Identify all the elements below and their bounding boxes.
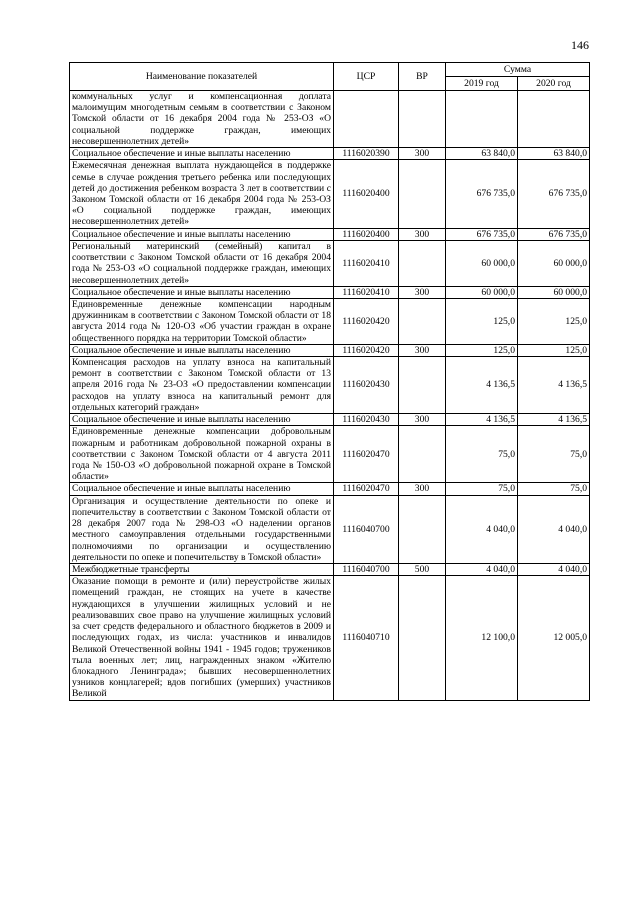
table-row — [70, 576, 590, 700]
row-vr — [399, 91, 446, 148]
row-amount-2020: 60 000,0 — [518, 240, 590, 286]
table-row — [70, 240, 590, 286]
row-amount-2020: 4 136,5 — [518, 414, 590, 426]
row-amount-2020: 676 735,0 — [518, 160, 590, 228]
row-name: Социальное обеспечение и иные выплаты населению — [70, 483, 334, 495]
row-amount-2019: 676 735,0 — [446, 228, 518, 240]
page-number: 146 — [571, 38, 589, 52]
row-vr — [399, 426, 446, 483]
row-vr: 500 — [399, 563, 446, 575]
row-amount-2020: 125,0 — [518, 298, 590, 344]
row-amount-2020: 63 840,0 — [518, 148, 590, 160]
row-csr: 1116020420 — [334, 298, 399, 344]
header-year-2020: 2020 год — [518, 77, 590, 91]
row-vr: 300 — [399, 483, 446, 495]
row-csr: 1116020410 — [334, 240, 399, 286]
row-amount-2020: 75,0 — [518, 426, 590, 483]
row-csr: 1116020430 — [334, 357, 399, 414]
row-vr — [399, 576, 446, 700]
row-name: Социальное обеспечение и иные выплаты населению — [70, 148, 334, 160]
row-csr: 1116020390 — [334, 148, 399, 160]
row-name: Социальное обеспечение и иные выплаты населению — [70, 344, 334, 356]
row-csr: 1116020470 — [334, 426, 399, 483]
row-amount-2019: 4 136,5 — [446, 357, 518, 414]
row-amount-2019: 4 136,5 — [446, 414, 518, 426]
row-name: Единовременные денежные компенсации народным дружинникам в соответствии с Законом Томской области от 18 августа 2014 года № 120-ОЗ «Об участии граждан в охране общественного порядка на территории Томской области» — [70, 298, 334, 344]
row-csr: 1116020410 — [334, 286, 399, 298]
row-amount-2020: 60 000,0 — [518, 286, 590, 298]
table-row — [70, 344, 590, 356]
row-name: Межбюджетные трансферты — [70, 563, 334, 575]
row-vr — [399, 495, 446, 563]
row-vr: 300 — [399, 148, 446, 160]
row-amount-2020: 125,0 — [518, 344, 590, 356]
row-vr: 300 — [399, 344, 446, 356]
row-name: коммунальных услуг и компенсационная доплата малоимущим многодетным семьям в соответствии с Законом Томской области от 16 декабря 2004 года № 253-ОЗ «О социальной поддержке граждан, имеющих несовершеннолетних детей» — [70, 91, 334, 148]
row-amount-2020 — [518, 91, 590, 148]
row-csr: 1116040700 — [334, 495, 399, 563]
row-amount-2019: 60 000,0 — [446, 240, 518, 286]
row-name: Компенсация расходов на уплату взноса на капитальный ремонт в соответствии с Законом Томской области от 13 апреля 2016 года № 23-ОЗ «О предоставлении компенсации расходов на уплату взноса на капитальный ремонт для отдельных категорий граждан» — [70, 357, 334, 414]
row-vr: 300 — [399, 228, 446, 240]
row-name: Оказание помощи в ремонте и (или) переустройстве жилых помещений граждан, не стоящих на учете в качестве нуждающихся в улучшении жилищных условий и не реализовавших свое право на улучшение жилищных условий за счет средств федерального и областного бюджетов в 2009 и последующих годах, из числа: участников и инвалидов Великой Отечественной войны 1941 - 1945 годов; тружеников тыла военных лет; лиц, награжденных знаком «Жителю блокадного Ленинграда»; бывших несовершеннолетних узников концлагерей; вдов погибших (умерших) участников Великой — [70, 576, 334, 700]
row-vr — [399, 357, 446, 414]
row-amount-2019: 676 735,0 — [446, 160, 518, 228]
table-row — [70, 414, 590, 426]
table-row — [70, 483, 590, 495]
table-row — [70, 91, 590, 148]
table-row — [70, 426, 590, 483]
header-csr: ЦСР — [334, 63, 399, 91]
row-amount-2020: 4 040,0 — [518, 495, 590, 563]
row-name: Региональный материнский (семейный) капитал в соответствии с Законом Томской области от 16 декабря 2004 года № 253-ОЗ «О социальной поддержке граждан, имеющих несовершеннолетних детей» — [70, 240, 334, 286]
row-vr: 300 — [399, 286, 446, 298]
header-name: Наименование показателей — [70, 63, 334, 91]
row-name: Социальное обеспечение и иные выплаты населению — [70, 228, 334, 240]
row-amount-2020: 12 005,0 — [518, 576, 590, 700]
row-vr — [399, 160, 446, 228]
row-amount-2019 — [446, 91, 518, 148]
table-row — [70, 286, 590, 298]
row-amount-2019: 60 000,0 — [446, 286, 518, 298]
row-name: Ежемесячная денежная выплата нуждающейся в поддержке семье в случае рождения третьего ребенка или последующих детей до достижения ребенком возраста 3 лет в соответствии с Законом Томской области от 16 декабря 2004 года № 253-ОЗ «О социальной поддержке граждан, имеющих несовершеннолетних детей» — [70, 160, 334, 228]
row-amount-2019: 4 040,0 — [446, 495, 518, 563]
row-csr: 1116020400 — [334, 228, 399, 240]
table-row — [70, 495, 590, 563]
row-vr — [399, 298, 446, 344]
row-vr: 300 — [399, 414, 446, 426]
row-amount-2019: 4 040,0 — [446, 563, 518, 575]
row-csr: 1116020430 — [334, 414, 399, 426]
row-amount-2019: 63 840,0 — [446, 148, 518, 160]
row-amount-2020: 676 735,0 — [518, 228, 590, 240]
row-csr — [334, 91, 399, 148]
row-amount-2019: 12 100,0 — [446, 576, 518, 700]
row-name: Организация и осуществление деятельности по опеке и попечительству в соответствии с Законом Томской области от 28 декабря 2007 года № 298-ОЗ «О наделении органов местного самоуправления отдельными государственными полномочиями по организации и осуществлению деятельности по опеке и попечительству в Томской области» — [70, 495, 334, 563]
row-amount-2020: 4 136,5 — [518, 357, 590, 414]
table-row — [70, 160, 590, 228]
budget-table — [69, 62, 590, 701]
row-amount-2019: 125,0 — [446, 298, 518, 344]
row-name: Социальное обеспечение и иные выплаты населению — [70, 286, 334, 298]
table-row — [70, 228, 590, 240]
table-row — [70, 298, 590, 344]
row-amount-2019: 75,0 — [446, 426, 518, 483]
row-csr: 1116020400 — [334, 160, 399, 228]
row-csr: 1116020420 — [334, 344, 399, 356]
header-sum: Сумма — [446, 63, 590, 77]
row-amount-2020: 4 040,0 — [518, 563, 590, 575]
row-name: Единовременные денежные компенсации добровольным пожарным и работникам добровольной пожарной охраны в соответствии с Законом Томской области от 4 августа 2011 года № 150-ОЗ «О добровольной пожарной охране в Томской области» — [70, 426, 334, 483]
row-amount-2019: 75,0 — [446, 483, 518, 495]
header-vr: ВР — [399, 63, 446, 91]
table-row — [70, 563, 590, 575]
row-amount-2019: 125,0 — [446, 344, 518, 356]
header-year-2019: 2019 год — [446, 77, 518, 91]
row-csr: 1116040700 — [334, 563, 399, 575]
row-csr: 1116040710 — [334, 576, 399, 700]
row-vr — [399, 240, 446, 286]
row-csr: 1116020470 — [334, 483, 399, 495]
row-amount-2020: 75,0 — [518, 483, 590, 495]
row-name: Социальное обеспечение и иные выплаты населению — [70, 414, 334, 426]
table-row — [70, 148, 590, 160]
table-row — [70, 357, 590, 414]
